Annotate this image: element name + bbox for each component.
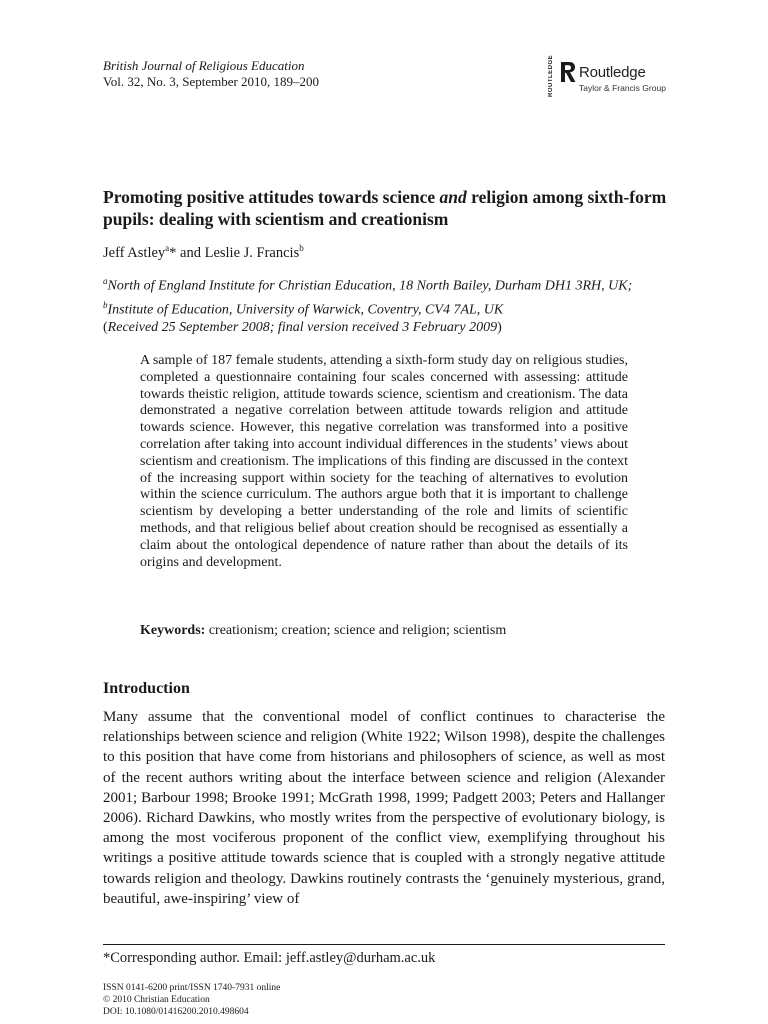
routledge-r-icon [559,61,577,83]
journal-header [103,58,319,90]
logo-vertical-text: ROUTLEDGE [548,54,554,97]
title-text-2: religion among sixth-form pupils: dealing with scientism and creationism [103,187,667,229]
author-and: and [176,244,205,261]
title-text-italic: and [439,187,467,207]
authors [103,239,304,262]
affil-a: North of England Institute for Christian Education, 18 North Bailey, Durham DH1 3RH, UK; [107,278,633,294]
article-title [103,186,668,230]
issn: ISSN 0141-6200 print/ISSN 1740-7931 online [103,983,281,993]
copyright: © 2010 Christian Education [103,995,210,1005]
introduction-paragraph: Many assume that the conventional model of conflict continues to characterise the relationships between science and religion (White 1922; Wilson 1998), despite the challenges to this position that have come from historians and philosophers of science, as well as most of the recent authors writing about the interface between science and religion (Alexander 2001; Barbour 1998; Brooke 1991; McGrath 1998, 1999; Padgett 2003; Peters and Hallanger 2006). Richard Dawkins, who mostly writes from the perspective of evolutionary biology, is among the most vociferous proponent of the conflict view, exemplifying throughout his writings a positive attitude towards science that is coupled with a strongly negative attitude towards religion and theology. Dawkins routinely contrasts the ‘genuinely mysterious, grand, beautiful, awe-inspiring’ view of [103,709,665,907]
keywords-list: creationism; creation; science and religion; scientism [205,623,507,638]
publication-meta [103,982,280,1018]
title-text-1: Promoting positive attitudes towards science [103,187,440,207]
corresponding-author-footnote: *Corresponding author. Email: jeff.astley@durham.ac.uk [103,950,436,966]
author-1-mark: * [169,244,177,261]
keywords-label: Keywords: [140,623,206,638]
received-dates [103,318,502,337]
affil-b: Institute of Education, University of Warwick, Coventry, CV4 7AL, UK [107,302,504,318]
author-2: Leslie J. Francis [204,244,300,261]
author-2-sup: b [299,243,304,253]
affiliations [103,272,668,319]
received-close: ) [497,320,502,335]
author-1-sup: a [165,243,170,253]
abstract: A sample of 187 female students, attending a sixth-form study day on religious studies, completed a questionnaire containing four scales concerned with assessing: attitude towards theistic religion, attitude towards science, scientism and creationism. The data demonstrated a negative correlation between attitude towards religion and attitude towards science. However, this negative correlation was transformed into a positive correlation after taking into account individual differences in the students’ views about scientism and creationism. The implications of this finding are discussed in the context of the increasing support within society for the teaching of alternatives to evolution within the science curriculum. The authors argue both that it is important to challenge scientism by developing a better understanding of the role and limits of scientific methods, and that religious belief about creation should be recognised as essentially a claim about the ontological dependence of nature rather than about the details of its origins and development. [140,353,628,570]
author-1: Jeff Astley [103,244,166,261]
logo-brand: Routledge [579,64,646,81]
affil-b-sup: b [103,299,108,310]
journal-name: British Journal of Religious Education [103,58,305,73]
section-heading-introduction: Introduction [103,680,190,697]
volume-info: Vol. 32, No. 3, September 2010, 189–200 [103,74,320,89]
received-text: Received 25 September 2008; final version received 3 February 2009 [107,320,498,335]
publisher-logo [548,54,668,97]
footnote-divider [103,944,665,945]
received-open: ( [103,320,108,335]
logo-subtitle: Taylor & Francis Group [579,83,666,93]
doi: DOI: 10.1080/01416200.2010.498604 [103,1007,249,1017]
affil-a-sup: a [103,276,108,286]
keywords [140,622,506,640]
